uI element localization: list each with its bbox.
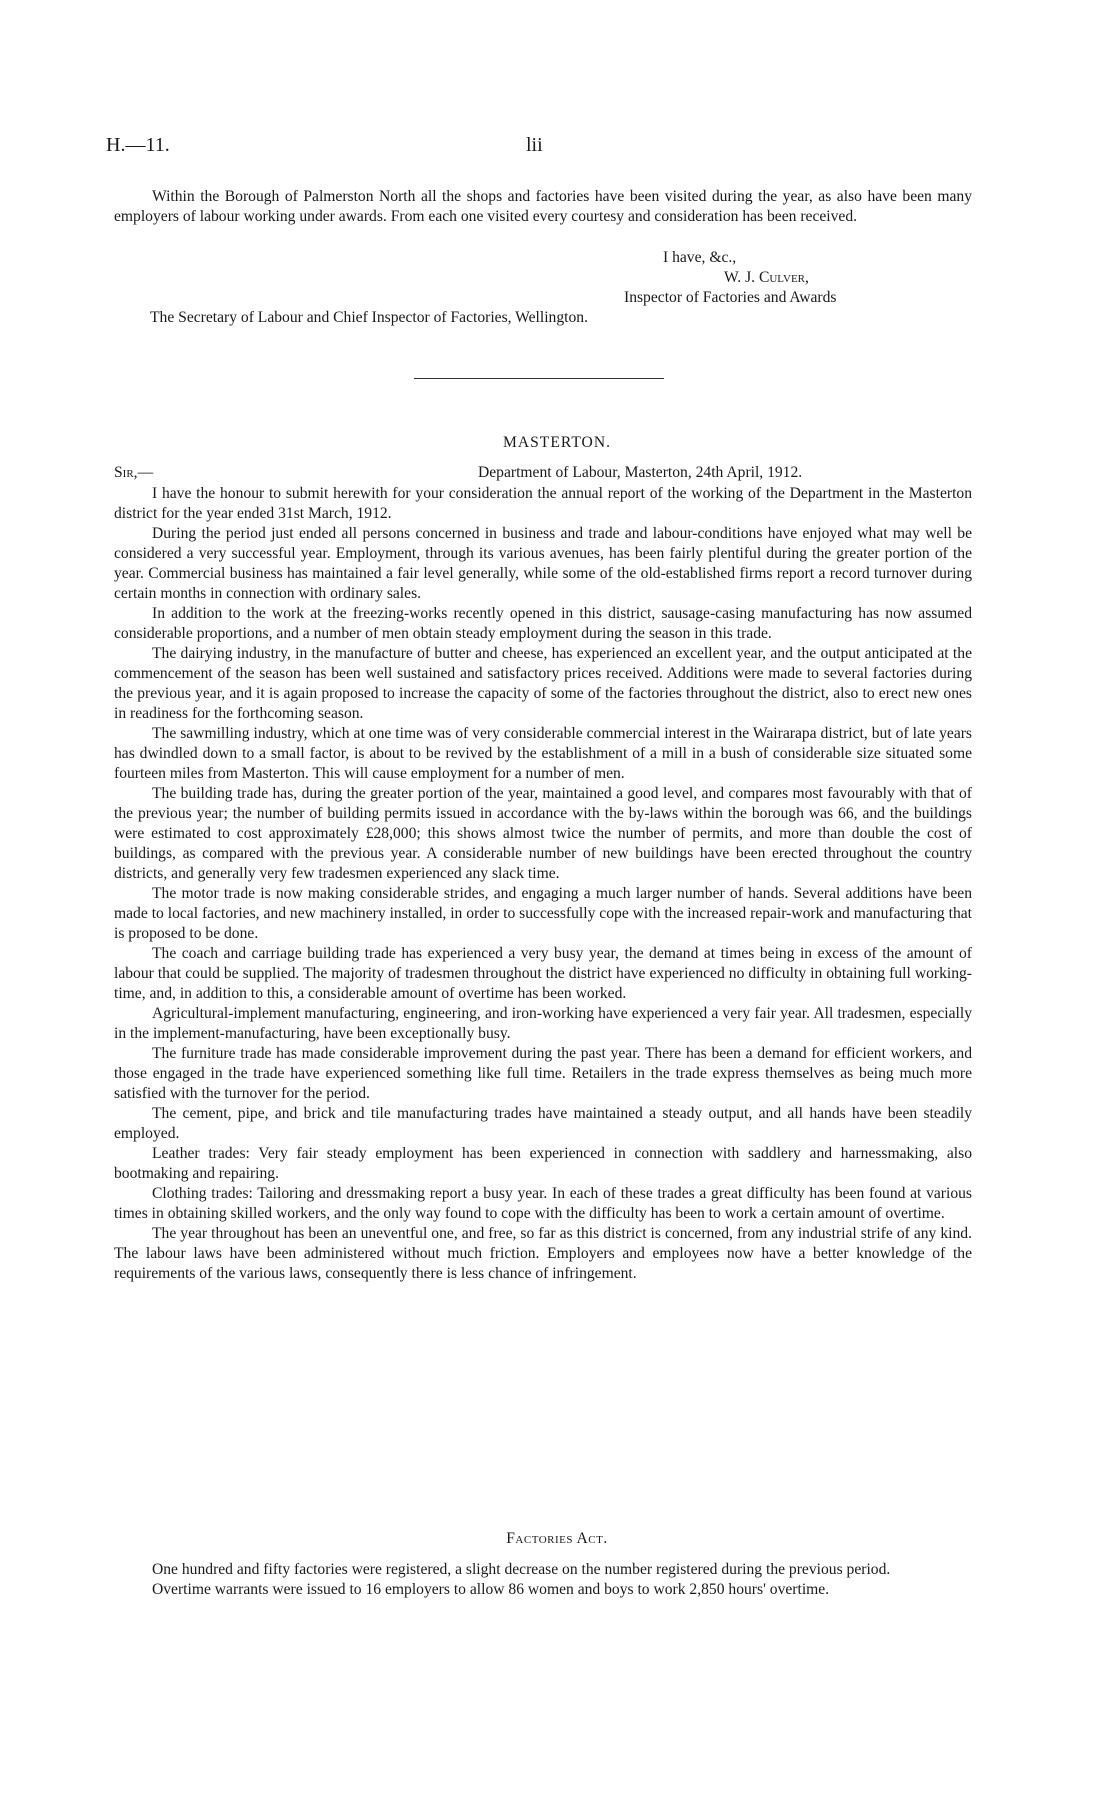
report-paragraph: Agricultural-implement manufacturing, engineering, and iron-working have experienced a very fair year. All tradesmen, especially in the implement-manufacturing, have been exceptionally busy.	[114, 1005, 972, 1042]
report-paragraph: The coach and carriage building trade has experienced a very busy year, the demand at times being in excess of the amount of labour that could be supplied. The majority of tradesmen throughout the district have experienced no difficulty in obtaining full working-time, and, in addition to this, a considerable amount of overtime has been worked.	[114, 945, 972, 1002]
letter-closing: I have, &c.,	[663, 249, 737, 266]
section-heading-masterton: MASTERTON.	[503, 434, 611, 451]
report-paragraph: The furniture trade has made considerable improvement during the past year. There has been a demand for efficient workers, and those engaged in the trade have experienced something like full time. Retailers in the trade express themselves as being much more satisfied with the turnover for the period.	[114, 1045, 972, 1102]
factories-act-section	[114, 1560, 972, 1600]
factories-act-paragraph: One hundred and fifty factories were registered, a slight decrease on the number registered during the previous period.	[152, 1561, 891, 1578]
masterton-report	[114, 484, 972, 1284]
report-paragraph: I have the honour to submit herewith for your consideration the annual report of the working of the Department in the Masterton district for the year ended 31st March, 1912.	[114, 485, 972, 522]
report-paragraph: The dairying industry, in the manufacture of butter and cheese, has experienced an excellent year, and the output anticipated at the commencement of the season has been well sustained and satisfactory prices received. Additions were made to several factories during the previous year, and it is again proposed to increase the capacity of some of the factories throughout the district, also to erect new ones in readiness for the forthcoming season.	[114, 645, 972, 722]
dateline: Department of Labour, Masterton, 24th April, 1912.	[478, 464, 803, 481]
palmerston-section	[114, 187, 972, 227]
page-number: lii	[526, 134, 543, 156]
report-paragraph: The motor trade is now making considerable strides, and engaging a much larger number of hands. Several additions have been made to local factories, and new machinery installed, in order to successfully cope with the increased repair-work and manufacturing that is proposed to be done.	[114, 885, 972, 942]
palmerston-paragraph: Within the Borough of Palmerston North all the shops and factories have been visited during the year, as also have been many employers of labour working under awards. From each one visited every courtesy and consideration has been received.	[114, 188, 972, 225]
letter-signature: W. J. Culver,	[724, 269, 809, 286]
document-reference: H.—11.	[106, 134, 170, 156]
report-paragraph: In addition to the work at the freezing-works recently opened in this district, sausage-casing manufacturing has now assumed considerable proportions, and a number of men obtain steady employment during the season in this trade.	[114, 605, 972, 642]
signatory-title: Inspector of Factories and Awards	[624, 289, 837, 306]
report-paragraph: The sawmilling industry, which at one time was of very considerable commercial interest in the Wairarapa district, but of late years has dwindled down to a small factor, is about to be revived by the establishment of a mill in a bush of considerable size situated some fourteen miles from Masterton. This will cause employment for a number of men.	[114, 725, 972, 782]
factories-act-paragraph: Overtime warrants were issued to 16 employers to allow 86 women and boys to work 2,850 hours' overtime.	[152, 1581, 830, 1598]
report-paragraph: The cement, pipe, and brick and tile manufacturing trades have maintained a steady output, and all hands have been steadily employed.	[114, 1105, 972, 1142]
section-heading-factories-act: Factories Act.	[506, 1530, 608, 1547]
salutation: Sir,—	[114, 464, 154, 481]
report-paragraph: The building trade has, during the greater portion of the year, maintained a good level, and compares most favourably with that of the previous year; the number of building permits issued in accordance with the by-laws within the borough was 66, and the buildings were estimated to cost approximately £28,000; this shows almost twice the number of permits, and more than double the cost of buildings, as compared with the previous year. A considerable number of new buildings have been erected throughout the country districts, and generally very few tradesmen experienced any slack time.	[114, 785, 972, 882]
letter-addressee: The Secretary of Labour and Chief Inspector of Factories, Wellington.	[150, 309, 588, 326]
report-paragraph: During the period just ended all persons concerned in business and trade and labour-conditions have enjoyed what may well be considered a very successful year. Employment, through its various avenues, has been fairly plentiful during the greater portion of the year. Commercial business has maintained a fair level generally, while some of the old-established firms report a record turnover during certain months in connection with ordinary sales.	[114, 525, 972, 602]
report-paragraph: The year throughout has been an uneventful one, and free, so far as this district is concerned, from any industrial strife of any kind. The labour laws have been administered without much friction. Employers and employees now have a better knowledge of the requirements of the various laws, consequently there is less chance of infringement.	[114, 1225, 972, 1282]
section-divider	[414, 378, 664, 379]
report-paragraph: Clothing trades: Tailoring and dressmaking report a busy year. In each of these trades a great difficulty has been found at various times in obtaining skilled workers, and the only way found to cope with the difficulty has been to work a certain amount of overtime.	[114, 1185, 972, 1222]
report-paragraph: Leather trades: Very fair steady employment has been experienced in connection with saddlery and harnessmaking, also bootmaking and repairing.	[114, 1145, 972, 1182]
